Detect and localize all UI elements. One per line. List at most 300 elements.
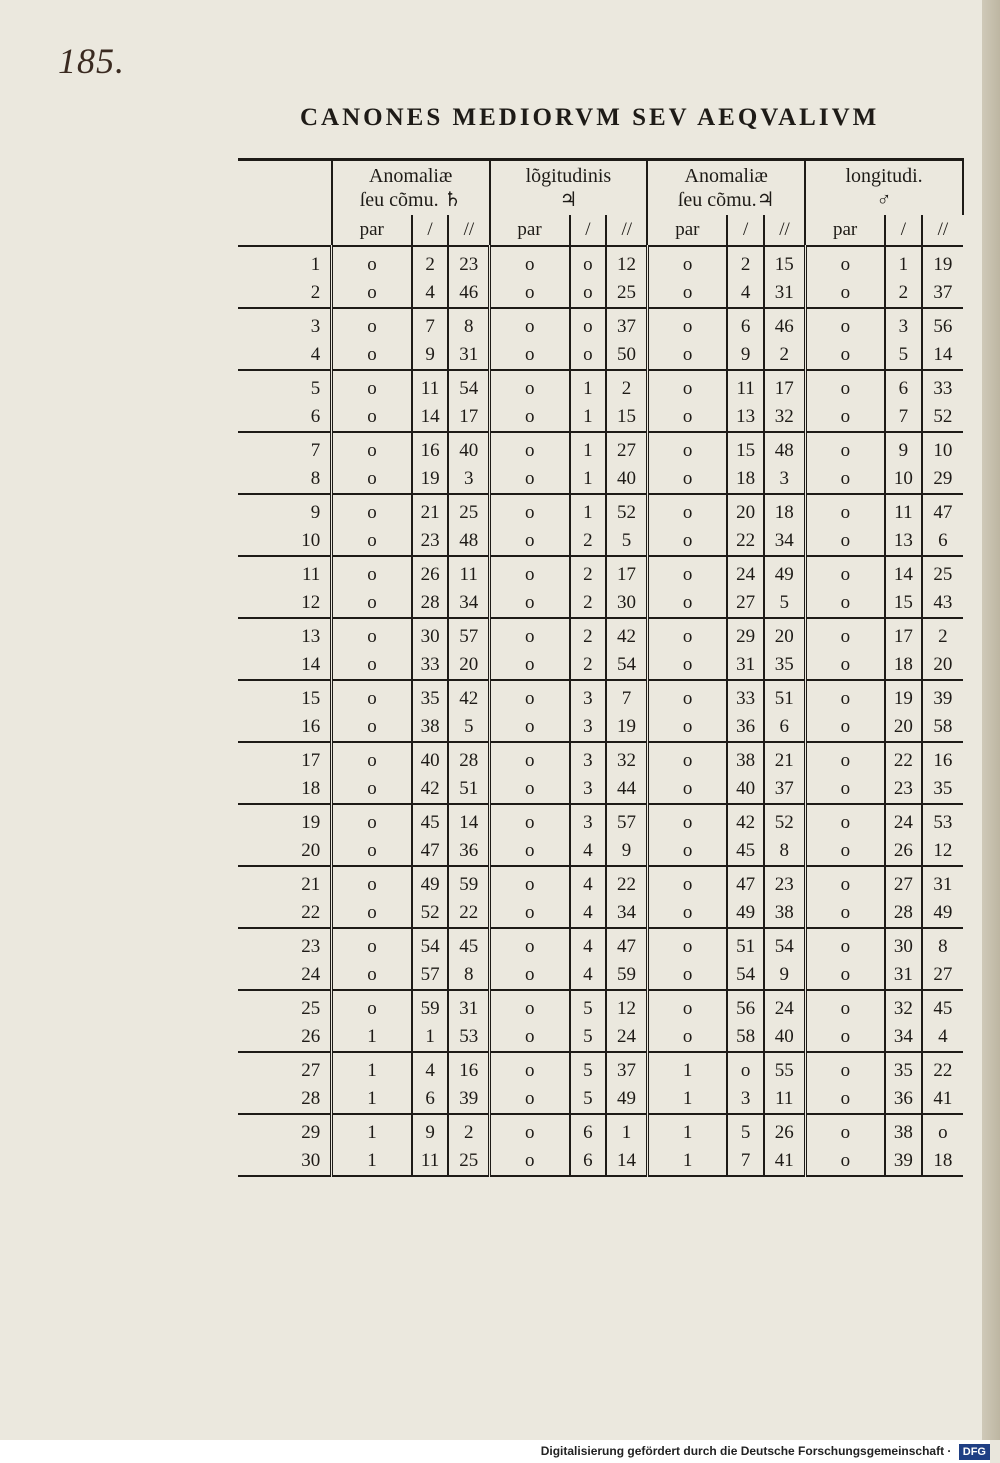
table-cell: 21 <box>412 494 449 527</box>
table-cell: 45 <box>412 804 449 837</box>
table-cell: 5 <box>606 527 647 556</box>
day-number: 17 <box>301 750 321 771</box>
table-cell: 59 <box>412 990 449 1023</box>
table-cell: 11 <box>412 370 449 403</box>
table-cell: o <box>647 556 727 589</box>
table-cell: o <box>805 680 885 713</box>
table-cell: o <box>332 804 412 837</box>
table-cell: o <box>805 556 885 589</box>
table-cell: 30 <box>606 589 647 618</box>
table-cell: 39 <box>448 1085 489 1114</box>
day-number: 30 <box>238 1147 332 1176</box>
table-cell: 5 <box>570 990 607 1023</box>
table-cell: 11 <box>448 556 489 589</box>
table-cell: 57 <box>412 961 449 990</box>
table-cell: 41 <box>764 1147 805 1176</box>
table-cell: 1 <box>570 494 607 527</box>
table-row <box>238 680 963 713</box>
table-cell: o <box>647 804 727 837</box>
dfg-logo: DFG <box>959 1444 990 1460</box>
table-cell: 22 <box>922 1052 963 1085</box>
table-cell: 1 <box>332 1114 412 1147</box>
table-cell: 41 <box>922 1085 963 1114</box>
table-cell: o <box>805 713 885 742</box>
table-cell: 51 <box>727 928 764 961</box>
table-row <box>238 1114 963 1147</box>
table-cell: 5 <box>727 1114 764 1147</box>
table-cell: o <box>490 1023 570 1052</box>
table-cell: 25 <box>606 279 647 308</box>
table-cell: 7 <box>727 1147 764 1176</box>
table-cell: 32 <box>885 990 922 1023</box>
table-cell: 27 <box>606 432 647 465</box>
table-cell: 47 <box>922 494 963 527</box>
table-cell: 32 <box>606 742 647 775</box>
table-cell: 28 <box>412 589 449 618</box>
day-number: 9 <box>310 502 321 523</box>
unit-label: // <box>922 215 963 246</box>
table-cell: 3 <box>764 465 805 494</box>
table-cell: 38 <box>885 1114 922 1147</box>
table-cell: 3 <box>885 308 922 341</box>
table-cell: 4 <box>922 1023 963 1052</box>
table-cell: 1 <box>332 1085 412 1114</box>
table-cell: 36 <box>885 1085 922 1114</box>
day-number: 27 <box>301 1060 321 1081</box>
table-cell: 57 <box>606 804 647 837</box>
table-cell: 48 <box>448 527 489 556</box>
table-cell: 49 <box>922 899 963 928</box>
table-cell: 7 <box>412 308 449 341</box>
header-line2: ſeu cõmu. ♄ <box>359 189 462 211</box>
day-number: 20 <box>238 837 332 866</box>
table-cell: o <box>647 713 727 742</box>
table-cell: 56 <box>922 308 963 341</box>
table-row <box>238 308 963 341</box>
table-row <box>238 1147 963 1176</box>
table-cell: o <box>332 680 412 713</box>
table-cell: 30 <box>412 618 449 651</box>
table-cell: 47 <box>606 928 647 961</box>
table-cell: 13 <box>885 527 922 556</box>
table-cell: o <box>570 246 607 279</box>
table-cell: o <box>570 279 607 308</box>
table-cell: 9 <box>412 341 449 370</box>
table-cell: 46 <box>448 279 489 308</box>
table-cell: o <box>490 618 570 651</box>
table-cell: 49 <box>727 899 764 928</box>
table-cell: 8 <box>764 837 805 866</box>
table-cell: 22 <box>885 742 922 775</box>
table-cell: 13 <box>727 403 764 432</box>
table-cell: 48 <box>764 432 805 465</box>
table-cell: 2 <box>448 1114 489 1147</box>
table-cell: 40 <box>764 1023 805 1052</box>
table-cell: 12 <box>606 246 647 279</box>
table-cell: 3 <box>570 804 607 837</box>
table-cell: 14 <box>922 341 963 370</box>
table-cell: 33 <box>412 651 449 680</box>
table-cell: 38 <box>412 713 449 742</box>
table-cell: 14 <box>448 804 489 837</box>
table-cell: 24 <box>727 556 764 589</box>
table-cell: 22 <box>448 899 489 928</box>
table-cell: 8 <box>448 308 489 341</box>
table-cell: o <box>647 527 727 556</box>
table-cell: 4 <box>570 928 607 961</box>
table-cell: o <box>490 713 570 742</box>
table-cell: 19 <box>885 680 922 713</box>
table-cell: o <box>490 1147 570 1176</box>
table-row <box>238 246 963 279</box>
table-cell: o <box>490 341 570 370</box>
table-cell: 52 <box>922 403 963 432</box>
table-cell: 45 <box>727 837 764 866</box>
table-cell: 51 <box>764 680 805 713</box>
table-cell: o <box>490 246 570 279</box>
table-cell: 54 <box>727 961 764 990</box>
table-cell: 26 <box>764 1114 805 1147</box>
table-row <box>238 1085 963 1114</box>
table-row <box>238 990 963 1023</box>
header-blank <box>238 161 332 215</box>
table-cell: o <box>647 589 727 618</box>
table-cell: 4 <box>727 279 764 308</box>
table-cell: o <box>647 837 727 866</box>
day-number: 8 <box>238 465 332 494</box>
table-cell: 42 <box>448 680 489 713</box>
table-cell: 2 <box>570 651 607 680</box>
table-row <box>238 1023 963 1052</box>
table-cell: o <box>332 742 412 775</box>
table-cell: o <box>647 928 727 961</box>
table-cell: o <box>490 1052 570 1085</box>
table-cell: o <box>647 403 727 432</box>
table-cell: o <box>490 651 570 680</box>
table-cell: o <box>332 589 412 618</box>
unit-blank <box>238 215 332 246</box>
table-cell: o <box>647 465 727 494</box>
table-row <box>238 465 963 494</box>
table-cell: 49 <box>606 1085 647 1114</box>
table-cell: 12 <box>922 837 963 866</box>
table-cell: o <box>332 465 412 494</box>
table-cell: 4 <box>412 1052 449 1085</box>
table-cell: 20 <box>727 494 764 527</box>
table-cell: o <box>647 899 727 928</box>
table-cell: o <box>805 742 885 775</box>
table-cell: 36 <box>448 837 489 866</box>
table-row <box>238 775 963 804</box>
table-cell: 15 <box>606 403 647 432</box>
table-cell: 4 <box>570 837 607 866</box>
table-cell: o <box>805 928 885 961</box>
table-cell: o <box>490 370 570 403</box>
table-cell: 1 <box>570 403 607 432</box>
table-cell: 14 <box>412 403 449 432</box>
day-number: 4 <box>238 341 332 370</box>
table-cell: 57 <box>448 618 489 651</box>
table-cell: 1 <box>570 432 607 465</box>
table-cell: 54 <box>448 370 489 403</box>
table-cell: 35 <box>922 775 963 804</box>
table-cell: o <box>805 370 885 403</box>
table-cell: 31 <box>764 279 805 308</box>
table-row <box>238 742 963 775</box>
table-cell: 47 <box>412 837 449 866</box>
table-row <box>238 713 963 742</box>
table-cell: 38 <box>764 899 805 928</box>
table-cell: 35 <box>412 680 449 713</box>
unit-label: / <box>885 215 922 246</box>
table-cell: o <box>490 990 570 1023</box>
table-cell: 37 <box>606 1052 647 1085</box>
table-cell: 54 <box>606 651 647 680</box>
table-cell: o <box>805 1114 885 1147</box>
table-row <box>238 370 963 403</box>
table-cell: 17 <box>606 556 647 589</box>
table-cell: 10 <box>885 465 922 494</box>
table-cell: o <box>805 899 885 928</box>
digitization-footer <box>0 1440 990 1463</box>
table-cell: 6 <box>412 1085 449 1114</box>
table-cell: 49 <box>764 556 805 589</box>
table-cell: 5 <box>570 1085 607 1114</box>
header-row <box>238 161 963 215</box>
table-cell: 6 <box>570 1147 607 1176</box>
table-cell: 2 <box>727 246 764 279</box>
table-cell: o <box>805 279 885 308</box>
table-cell: 32 <box>764 403 805 432</box>
table-cell: 11 <box>764 1085 805 1114</box>
table-cell: 18 <box>764 494 805 527</box>
day-number: 18 <box>238 775 332 804</box>
table-cell: 1 <box>647 1052 727 1085</box>
table-cell: 9 <box>606 837 647 866</box>
day-number: 28 <box>238 1085 332 1114</box>
table-cell: 39 <box>885 1147 922 1176</box>
table-row <box>238 556 963 589</box>
header-jupiter-longitude <box>490 161 648 215</box>
table-cell: o <box>490 527 570 556</box>
table-cell: 40 <box>606 465 647 494</box>
table-cell: 37 <box>764 775 805 804</box>
table-cell: o <box>570 341 607 370</box>
table-cell: 5 <box>570 1023 607 1052</box>
table-cell: o <box>332 246 412 279</box>
day-number: 11 <box>301 564 321 585</box>
table-cell: 54 <box>764 928 805 961</box>
table-cell: o <box>922 1114 963 1147</box>
table-cell: 47 <box>727 866 764 899</box>
table-cell: 36 <box>727 713 764 742</box>
table-cell: o <box>805 866 885 899</box>
table-cell: 2 <box>606 370 647 403</box>
table-cell: o <box>490 928 570 961</box>
table-cell: o <box>647 651 727 680</box>
table-cell: o <box>490 804 570 837</box>
table-cell: o <box>805 1147 885 1176</box>
day-number: 2 <box>238 279 332 308</box>
header-mars-longitude <box>805 161 963 215</box>
table-row <box>238 899 963 928</box>
table-cell: 18 <box>727 465 764 494</box>
table-cell: 18 <box>922 1147 963 1176</box>
table-cell: o <box>332 370 412 403</box>
table-cell: 2 <box>764 341 805 370</box>
header-line1: Anomaliæ <box>368 165 453 187</box>
table-cell: 42 <box>727 804 764 837</box>
table-cell: o <box>490 494 570 527</box>
unit-label: par <box>647 215 727 246</box>
table-cell: 1 <box>332 1023 412 1052</box>
table-cell: o <box>490 432 570 465</box>
table-cell: 37 <box>922 279 963 308</box>
table-cell: 1 <box>606 1114 647 1147</box>
day-number: 19 <box>301 812 321 833</box>
table-cell: 58 <box>922 713 963 742</box>
table-cell: 20 <box>448 651 489 680</box>
table-cell: 34 <box>764 527 805 556</box>
table-cell: 38 <box>727 742 764 775</box>
table-cell: o <box>332 899 412 928</box>
table-cell: 4 <box>412 279 449 308</box>
table-cell: 29 <box>922 465 963 494</box>
table-cell: o <box>332 837 412 866</box>
table-cell: o <box>805 961 885 990</box>
table-cell: o <box>490 775 570 804</box>
mean-motion-table <box>238 161 964 1177</box>
table-cell: o <box>647 1023 727 1052</box>
table-cell: o <box>490 742 570 775</box>
day-number: 10 <box>238 527 332 556</box>
table-row <box>238 279 963 308</box>
table-cell: 29 <box>727 618 764 651</box>
table-cell: o <box>332 775 412 804</box>
table-cell: o <box>805 1085 885 1114</box>
table-cell: 46 <box>764 308 805 341</box>
day-number: 25 <box>301 998 321 1019</box>
folio-number: 185. <box>58 41 125 81</box>
table-cell: 3 <box>570 680 607 713</box>
table-row <box>238 432 963 465</box>
table-cell: o <box>647 308 727 341</box>
table-cell: 1 <box>412 1023 449 1052</box>
table-body <box>238 246 963 1176</box>
day-number: 13 <box>301 626 321 647</box>
header-line2: ♂ <box>876 189 892 211</box>
astronomical-table <box>238 158 964 1177</box>
table-cell: 1 <box>332 1147 412 1176</box>
page-edge <box>982 0 1000 1440</box>
unit-row <box>238 215 963 246</box>
unit-label: par <box>490 215 570 246</box>
table-cell: o <box>332 928 412 961</box>
table-cell: 49 <box>412 866 449 899</box>
table-cell: 34 <box>606 899 647 928</box>
header-line2: ♃ <box>559 189 578 211</box>
table-cell: 8 <box>922 928 963 961</box>
table-cell: 26 <box>412 556 449 589</box>
table-cell: 11 <box>412 1147 449 1176</box>
table-row <box>238 527 963 556</box>
unit-label: // <box>764 215 805 246</box>
day-number: 6 <box>238 403 332 432</box>
table-cell: o <box>490 1085 570 1114</box>
table-cell: 9 <box>885 432 922 465</box>
table-cell: 5 <box>885 341 922 370</box>
table-cell: 8 <box>448 961 489 990</box>
header-saturn-anomaly <box>332 161 490 215</box>
header-jupiter-anomaly <box>647 161 805 215</box>
table-cell: 6 <box>727 308 764 341</box>
table-cell: o <box>647 432 727 465</box>
table-cell: 42 <box>412 775 449 804</box>
table-cell: 25 <box>448 494 489 527</box>
table-cell: o <box>490 589 570 618</box>
table-cell: o <box>805 246 885 279</box>
table-cell: 53 <box>922 804 963 837</box>
table-cell: 24 <box>885 804 922 837</box>
table-row <box>238 651 963 680</box>
table-cell: o <box>805 527 885 556</box>
table-cell: 33 <box>727 680 764 713</box>
table-row <box>238 961 963 990</box>
table-cell: 20 <box>885 713 922 742</box>
table-cell: 3 <box>570 713 607 742</box>
table-cell: 3 <box>570 742 607 775</box>
table-row <box>238 928 963 961</box>
table-cell: 50 <box>606 341 647 370</box>
table-cell: o <box>805 1023 885 1052</box>
day-number: 24 <box>238 961 332 990</box>
table-cell: 33 <box>922 370 963 403</box>
table-row <box>238 837 963 866</box>
table-cell: o <box>647 279 727 308</box>
table-cell: 6 <box>570 1114 607 1147</box>
table-cell: o <box>490 465 570 494</box>
footer-text: Digitalisierung gefördert durch die Deutsche Forschungsgemeinschaft · <box>540 1444 952 1458</box>
table-cell: 27 <box>922 961 963 990</box>
table-cell: 2 <box>412 246 449 279</box>
table-cell: 5 <box>448 713 489 742</box>
table-cell: o <box>647 990 727 1023</box>
table-cell: o <box>805 403 885 432</box>
table-cell: 56 <box>727 990 764 1023</box>
table-cell: o <box>490 866 570 899</box>
table-cell: 16 <box>412 432 449 465</box>
table-cell: o <box>332 866 412 899</box>
unit-label: / <box>570 215 607 246</box>
table-cell: 44 <box>606 775 647 804</box>
table-cell: 15 <box>764 246 805 279</box>
table-cell: 14 <box>885 556 922 589</box>
table-cell: 43 <box>922 589 963 618</box>
table-cell: 2 <box>570 589 607 618</box>
table-cell: 1 <box>885 246 922 279</box>
table-cell: 23 <box>764 866 805 899</box>
day-number: 5 <box>310 378 321 399</box>
table-cell: 2 <box>570 556 607 589</box>
table-cell: o <box>332 341 412 370</box>
table-cell: 12 <box>606 990 647 1023</box>
table-cell: 3 <box>727 1085 764 1114</box>
table-cell: o <box>332 990 412 1023</box>
table-cell: o <box>805 308 885 341</box>
day-number: 7 <box>310 440 321 461</box>
day-number: 22 <box>238 899 332 928</box>
table-cell: o <box>490 556 570 589</box>
